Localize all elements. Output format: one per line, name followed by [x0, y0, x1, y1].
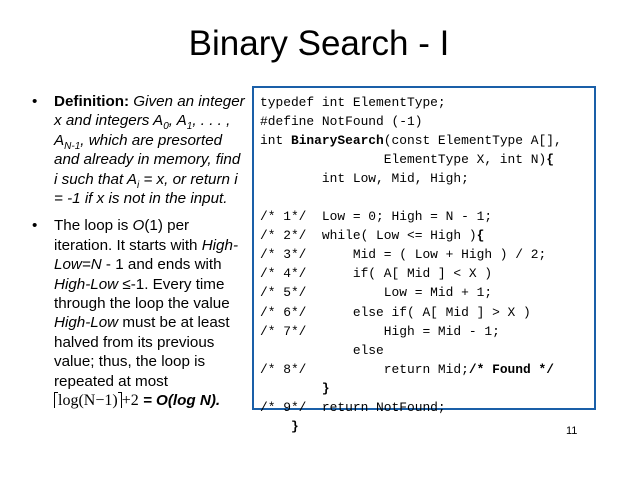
code-line-1: typedef int ElementType; [260, 95, 446, 110]
complexity-text: The loop is O(1) per iteration. It starts with High-Low=N - 1 and ends with High-Low ≤-1. Every time through the loop the value High-Low must be at least halved from its previous value; thus, the loop is repeated at most log(N−1) +2 = O(log N). [54, 217, 239, 410]
bullet-marker: • [32, 93, 38, 110]
slide-title: Binary Search - I [188, 24, 450, 63]
code-line-3: int BinarySearch(const ElementType A[], [260, 133, 562, 149]
page-number: 11 [566, 425, 578, 437]
code-line-15: /* 8*/ return Mid;/* Found */ [260, 361, 554, 377]
code-line-8: /* 2*/ while( Low <= High ){ [260, 228, 485, 244]
code-line-18: } [290, 418, 299, 434]
code-line-10: /* 4*/ if( A[ Mid ] < X ) [260, 266, 493, 282]
bullet-marker: • [32, 217, 38, 235]
binary-search-code [260, 93, 562, 436]
code-line-9: /* 3*/ Mid = ( Low + High ) / 2; [260, 247, 547, 263]
code-line-11: /* 5*/ Low = Mid + 1; [260, 285, 493, 301]
code-line-4: ElementType X, int N){ [260, 152, 554, 168]
code-line-7: /* 1*/ Low = 0; High = N - 1; [260, 209, 493, 225]
code-line-2: #define NotFound (-1) [260, 114, 423, 130]
code-line-17: /* 9*/ return NotFound; [260, 399, 446, 415]
definition-text: Given an integer x and integers $A_0$, $A_1$, . . . , $A_{N-1}$, which are presorted and already in memory, find i such that $A_i = x$, or return i = -1 if x is not in the input. [54, 93, 245, 208]
code-line-16: } [321, 380, 330, 396]
bullet-complexity [32, 216, 247, 410]
code-line-12: /* 6*/ else if( A[ Mid ] > X ) [260, 304, 531, 320]
definition-heading: Definition: [54, 93, 130, 110]
complexity-result: = O(log N). [138, 392, 221, 410]
code-line-5: int Low, Mid, High; [260, 171, 469, 187]
bullet-list [32, 92, 247, 419]
code-line-14: else [260, 342, 384, 358]
ceiling-formula: log(N−1) +2 [54, 391, 139, 410]
code-line-13: /* 7*/ High = Mid - 1; [260, 323, 500, 339]
bullet-definition [32, 92, 247, 208]
